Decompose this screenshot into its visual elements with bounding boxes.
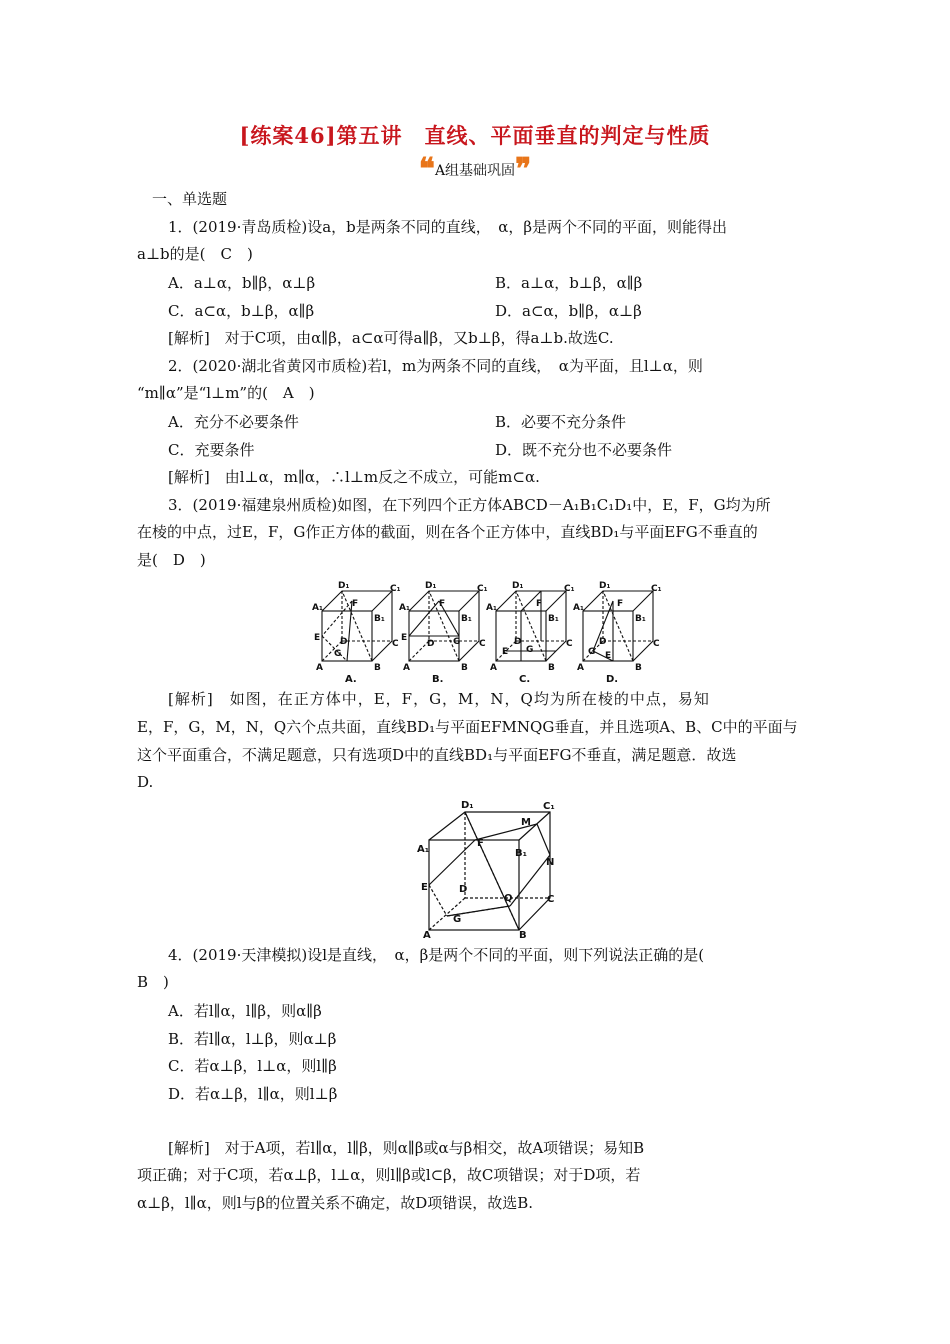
svg-text:M: M xyxy=(521,817,531,828)
svg-text:D₁: D₁ xyxy=(512,581,524,591)
svg-text:C₁: C₁ xyxy=(477,584,488,594)
section-heading: 一、单选题 xyxy=(152,190,228,208)
q1-option-d: D．a⊂α，b∥β，α⊥β xyxy=(495,302,642,320)
q2-option-d: D．既不充分也不必要条件 xyxy=(495,441,673,459)
svg-text:G: G xyxy=(588,647,596,657)
svg-text:G: G xyxy=(334,649,342,659)
q4-option-c: C．若α⊥β，l⊥α，则l∥β xyxy=(168,1057,337,1075)
svg-text:D: D xyxy=(427,639,435,649)
q1-stem-line2: a⊥b的是( C ) xyxy=(137,245,253,263)
q3-analysis-line2: E，F，G，M，N，Q六个点共面，直线BD₁与平面EFMNQG垂直，并且选项A、B、C中的平面与 xyxy=(137,718,798,736)
svg-text:C₁: C₁ xyxy=(651,584,662,594)
svg-text:B₁: B₁ xyxy=(548,614,559,624)
svg-text:B₁: B₁ xyxy=(635,614,646,624)
svg-text:E: E xyxy=(605,651,612,661)
q4-option-d: D．若α⊥β，l∥α，则l⊥β xyxy=(168,1085,338,1103)
svg-text:A₁: A₁ xyxy=(312,603,323,613)
svg-text:E: E xyxy=(314,633,321,643)
svg-text:D: D xyxy=(514,637,522,647)
svg-text:F: F xyxy=(477,838,484,849)
svg-text:F: F xyxy=(617,599,624,609)
fig-label-a: A. xyxy=(345,674,357,685)
svg-text:A: A xyxy=(316,663,323,673)
svg-text:E: E xyxy=(421,882,428,893)
svg-text:A: A xyxy=(490,663,497,673)
svg-text:C: C xyxy=(547,894,555,905)
svg-text:B: B xyxy=(461,663,468,673)
q3-analysis-line3: 这个平面重合，不满足题意，只有选项D中的直线BD₁与平面EFG不垂直，满足题意．故选 xyxy=(137,746,737,764)
fig-label-d: D. xyxy=(606,674,619,685)
q1-stem-line1: 1．(2019·青岛质检)设a，b是两条不同的直线， α，β是两个不同的平面，则能得出 xyxy=(168,218,728,236)
svg-text:F: F xyxy=(536,599,543,609)
svg-text:C: C xyxy=(392,639,399,649)
svg-text:B₁: B₁ xyxy=(461,614,472,624)
svg-text:C: C xyxy=(479,639,486,649)
svg-text:B₁: B₁ xyxy=(515,848,528,859)
svg-text:Q: Q xyxy=(504,893,513,904)
svg-text:G: G xyxy=(453,637,461,647)
svg-text:G: G xyxy=(526,645,534,655)
q3-analysis-cube-figure xyxy=(415,798,565,940)
svg-text:D₁: D₁ xyxy=(461,800,474,811)
svg-text:A₁: A₁ xyxy=(486,603,497,613)
svg-text:A₁: A₁ xyxy=(399,603,410,613)
svg-text:D: D xyxy=(459,884,468,895)
svg-text:C₁: C₁ xyxy=(564,584,575,594)
q2-option-a: A．充分不必要条件 xyxy=(168,413,299,431)
q2-analysis: [解析] 由l⊥α，m∥α，∴l⊥m反之不成立，可能m⊂α. xyxy=(168,468,540,486)
svg-text:A: A xyxy=(423,930,431,940)
svg-text:A: A xyxy=(577,663,584,673)
q2-option-b: B．必要不充分条件 xyxy=(495,413,627,431)
page-title: [练案46]第五讲 直线、平面垂直的判定与性质 xyxy=(239,123,711,148)
svg-text:B: B xyxy=(548,663,555,673)
svg-text:D₁: D₁ xyxy=(425,581,437,591)
q3-stem-line1: 3．(2019·福建泉州质检)如图，在下列四个正方体ABCD－A₁B₁C₁D₁中，E，F，G均为所 xyxy=(168,496,771,514)
svg-text:C₁: C₁ xyxy=(390,584,401,594)
svg-text:A₁: A₁ xyxy=(417,844,430,855)
svg-text:F: F xyxy=(352,599,359,609)
svg-text:C: C xyxy=(653,639,660,649)
q4-analysis-line3: α⊥β，l∥α，则l与β的位置关系不确定，故D项错误，故选B. xyxy=(137,1194,534,1212)
q1-analysis: [解析] 对于C项，由α∥β，a⊂α可得a∥β，又b⊥β，得a⊥b.故选C. xyxy=(168,329,614,347)
q4-analysis-line2: 项正确；对于C项，若α⊥β，l⊥α，则l∥β或l⊂β，故C项错误；对于D项，若 xyxy=(137,1166,641,1184)
group-label: A组基础巩固 xyxy=(434,163,516,179)
svg-text:D: D xyxy=(340,637,348,647)
svg-text:E: E xyxy=(502,647,509,657)
open-quote-icon: ❝ xyxy=(418,152,435,187)
svg-text:B: B xyxy=(635,663,642,673)
fig-label-c: C. xyxy=(519,674,531,685)
svg-text:G: G xyxy=(453,914,462,925)
q2-stem-line2: “m∥α”是“l⊥m”的( A ) xyxy=(137,384,315,402)
q3-analysis-line4: D. xyxy=(137,773,154,791)
q2-stem-line1: 2．(2020·湖北省黄冈市质检)若l，m为两条不同的直线， α为平面，且l⊥α，则 xyxy=(168,357,703,375)
fig-label-b: B. xyxy=(432,674,444,685)
q1-option-c: C．a⊂α，b⊥β，α∥β xyxy=(168,302,315,320)
q4-stem-line2: B ) xyxy=(137,973,169,991)
q4-analysis-line1: [解析] 对于A项，若l∥α，l∥β，则α∥β或α与β相交，故A项错误；易知B xyxy=(168,1139,645,1157)
q3-analysis-line1: [解析] 如图，在正方体中，E，F，G，M，N，Q均为所在棱的中点，易知 xyxy=(168,690,710,708)
svg-text:D₁: D₁ xyxy=(599,581,611,591)
svg-text:C₁: C₁ xyxy=(543,801,555,812)
q4-option-a: A．若l∥α，l∥β，则α∥β xyxy=(168,1002,322,1020)
q1-option-a: A．a⊥α，b∥β，α⊥β xyxy=(168,274,316,292)
svg-text:F: F xyxy=(439,599,446,609)
svg-text:B₁: B₁ xyxy=(374,614,385,624)
group-heading xyxy=(0,152,950,187)
q3-stem-line3: 是( D ) xyxy=(137,551,206,569)
svg-text:B: B xyxy=(519,930,527,940)
q2-option-c: C．充要条件 xyxy=(168,441,255,459)
q3-stem-line2: 在棱的中点，过E，F，G作正方体的截面，则在各个正方体中，直线BD₁与平面EFG不垂直的 xyxy=(137,523,758,541)
svg-text:D: D xyxy=(599,637,607,647)
svg-text:A: A xyxy=(403,663,410,673)
close-quote-icon: ❞ xyxy=(515,152,532,187)
svg-text:A₁: A₁ xyxy=(573,603,584,613)
svg-text:C: C xyxy=(566,639,573,649)
svg-text:N: N xyxy=(546,857,555,868)
svg-text:E: E xyxy=(401,633,408,643)
q1-option-b: B．a⊥α，b⊥β，α∥β xyxy=(495,274,643,292)
q4-stem-line1: 4．(2019·天津模拟)设l是直线， α，β是两个不同的平面，则下列说法正确的是( xyxy=(168,946,705,964)
q4-option-b: B．若l∥α，l⊥β，则α⊥β xyxy=(168,1030,337,1048)
svg-text:D₁: D₁ xyxy=(338,581,350,591)
q3-cube-figures xyxy=(312,576,677,686)
svg-text:B: B xyxy=(374,663,381,673)
